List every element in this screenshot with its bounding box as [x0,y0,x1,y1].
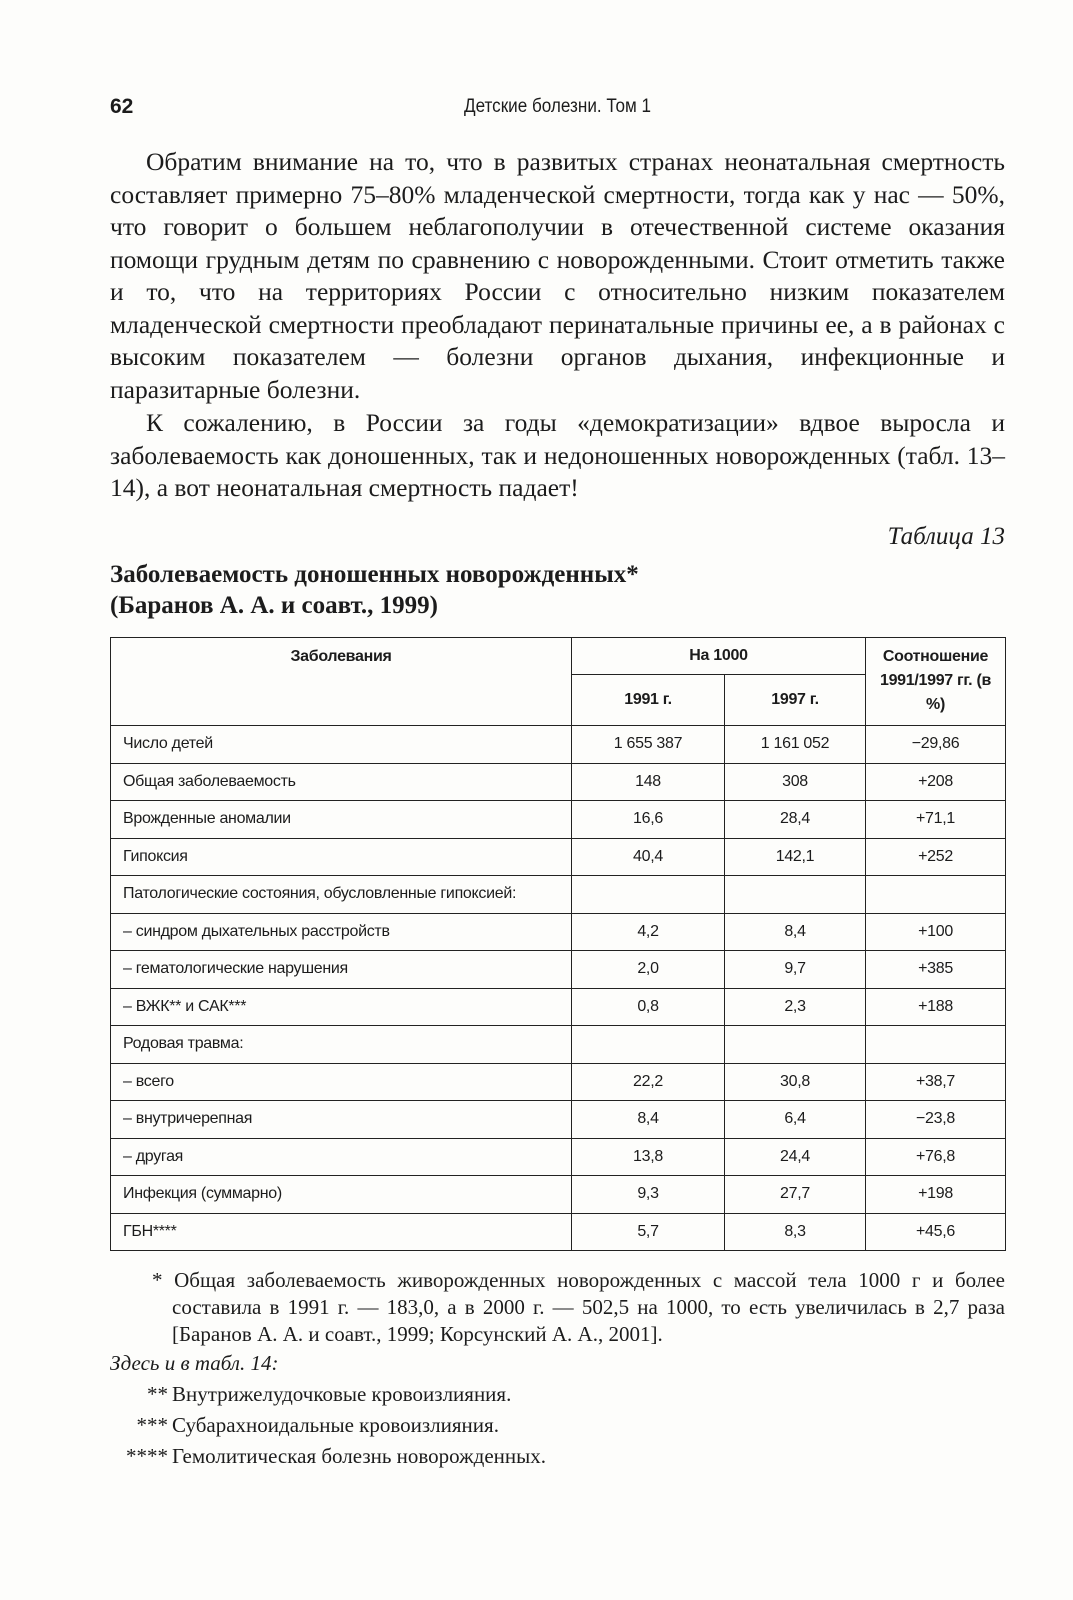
value-1997-cell [725,876,866,914]
row-name-cell: ГБН**** [111,1213,572,1251]
table-body [111,726,1006,1251]
value-1991-cell: 2,0 [572,951,725,989]
table-row [111,801,1006,839]
row-name-cell: – ВЖК** и САК*** [111,988,572,1026]
ratio-cell: −29,86 [866,726,1006,764]
row-name-cell: Общая заболеваемость [111,763,572,801]
value-1991-cell [572,876,725,914]
value-1997-cell: 6,4 [725,1101,866,1139]
footnote-item [110,1381,1005,1408]
value-1991-cell: 13,8 [572,1138,725,1176]
footnote-text: Внутрижелудочковые кровоизлияния. [172,1382,512,1406]
footnote-item [110,1443,1005,1470]
footnote-item [110,1412,1005,1439]
table-row [111,1026,1006,1064]
value-1997-cell [725,1026,866,1064]
value-1997-cell: 9,7 [725,951,866,989]
body-text [110,146,1005,505]
row-name-cell: Гипоксия [111,838,572,876]
value-1997-cell: 8,3 [725,1213,866,1251]
table-label: Таблица 13 [887,522,1005,550]
header-disease: Заболевания [111,637,572,726]
row-name-cell: – гематологические нарушения [111,951,572,989]
ratio-cell: +252 [866,838,1006,876]
value-1991-cell: 8,4 [572,1101,725,1139]
value-1991-cell: 0,8 [572,988,725,1026]
value-1997-cell: 24,4 [725,1138,866,1176]
table-row [111,763,1006,801]
ratio-cell: +38,7 [866,1063,1006,1101]
value-1991-cell [572,1026,725,1064]
table-row [111,913,1006,951]
value-1997-cell: 28,4 [725,801,866,839]
value-1991-cell: 9,3 [572,1176,725,1214]
page-number: 62 [110,95,134,118]
morbidity-table [110,637,1006,1252]
table-row [111,726,1006,764]
value-1991-cell: 22,2 [572,1063,725,1101]
table-row [111,1213,1006,1251]
ratio-cell: +198 [866,1176,1006,1214]
value-1997-cell: 142,1 [725,838,866,876]
footnote-mark: **** [126,1444,168,1468]
ratio-cell [866,1026,1006,1064]
table-row [111,1063,1006,1101]
footnotes [110,1267,1005,1470]
row-name-cell: Инфекция (суммарно) [111,1176,572,1214]
ratio-cell: +188 [866,988,1006,1026]
ratio-cell: +100 [866,913,1006,951]
value-1997-cell: 8,4 [725,913,866,951]
value-1991-cell: 40,4 [572,838,725,876]
table-title-line: Заболеваемость доношенных новорожденных* [110,560,639,588]
ratio-cell: +71,1 [866,801,1006,839]
table-row [111,1138,1006,1176]
ratio-cell: +385 [866,951,1006,989]
row-name-cell: Патологические состояния, обусловленные гипоксией: [111,876,572,914]
row-name-cell: – всего [111,1063,572,1101]
table-row [111,838,1006,876]
row-name-cell: Врожденные аномалии [111,801,572,839]
footnote-intro: Здесь и в табл. 14: [110,1351,279,1375]
table-title [110,559,1005,621]
value-1997-cell: 1 161 052 [725,726,866,764]
ratio-cell: +76,8 [866,1138,1006,1176]
value-1991-cell: 1 655 387 [572,726,725,764]
value-1997-cell: 27,7 [725,1176,866,1214]
running-head: Детские болезни. Том 1 [463,96,652,117]
table-row [111,1101,1006,1139]
row-name-cell: Родовая травма: [111,1026,572,1064]
table-row [111,951,1006,989]
value-1997-cell: 30,8 [725,1063,866,1101]
document-page [110,95,1005,1470]
footnote-main: * Общая заболеваемость живорожденных новорожденных с массой тела 1000 г и более составила в 1991 г. — 183,0, а в 2000 г. — 502,5 на 1000, то есть увеличилась в 2,7 раза [Баранов А. А. и соавт., 1999; Корсунский А. А., 2001]. [152,1268,1005,1346]
value-1997-cell: 308 [725,763,866,801]
header-year-1991: 1991 г. [572,675,725,726]
value-1991-cell: 148 [572,763,725,801]
table-row [111,1176,1006,1214]
footnote-text: Гемолитическая болезнь новорожденных. [172,1444,547,1468]
ratio-cell: −23,8 [866,1101,1006,1139]
header-ratio: Соотношение 1991/1997 гг. (в %) [866,637,1006,726]
page-header [110,95,1005,129]
ratio-cell: +208 [866,763,1006,801]
row-name-cell: – другая [111,1138,572,1176]
footnote-text: Субарахноидальные кровоизлияния. [172,1413,499,1437]
row-name-cell: Число детей [111,726,572,764]
paragraph: Обратим внимание на то, что в развитых странах неонатальная смертность составляет примерно 75–80% младенческой смертности, тогда как у нас — 50%, что говорит о большем неблагополучии в отечественной системе оказания помощи грудным детям по сравнению с новорожденными. Стоит отметить также и то, что на территориях России с относительно низким показателем младенческой смертности преобладают перинатальные причины ее, а в районах с высоким показателем — болезни органов дыхания, инфекционные и паразитарные болезни. [110,147,1005,404]
table-row [111,876,1006,914]
paragraph: К сожалению, в России за годы «демократизации» вдвое выросла и заболеваемость как доношенных, так и недоношенных новорожденных (табл. 13–14), а вот неонатальная смертность падает! [110,408,1005,502]
ratio-cell: +45,6 [866,1213,1006,1251]
footnote-mark: *** [136,1413,168,1437]
ratio-cell [866,876,1006,914]
value-1997-cell: 2,3 [725,988,866,1026]
table-row [111,988,1006,1026]
value-1991-cell: 4,2 [572,913,725,951]
row-name-cell: – синдром дыхательных расстройств [111,913,572,951]
header-year-1997: 1997 г. [725,675,866,726]
value-1991-cell: 16,6 [572,801,725,839]
footnote-mark: ** [147,1382,168,1406]
row-name-cell: – внутричерепная [111,1101,572,1139]
value-1991-cell: 5,7 [572,1213,725,1251]
table-title-line: (Баранов А. А. и соавт., 1999) [110,591,439,619]
header-per-1000: На 1000 [572,637,866,675]
